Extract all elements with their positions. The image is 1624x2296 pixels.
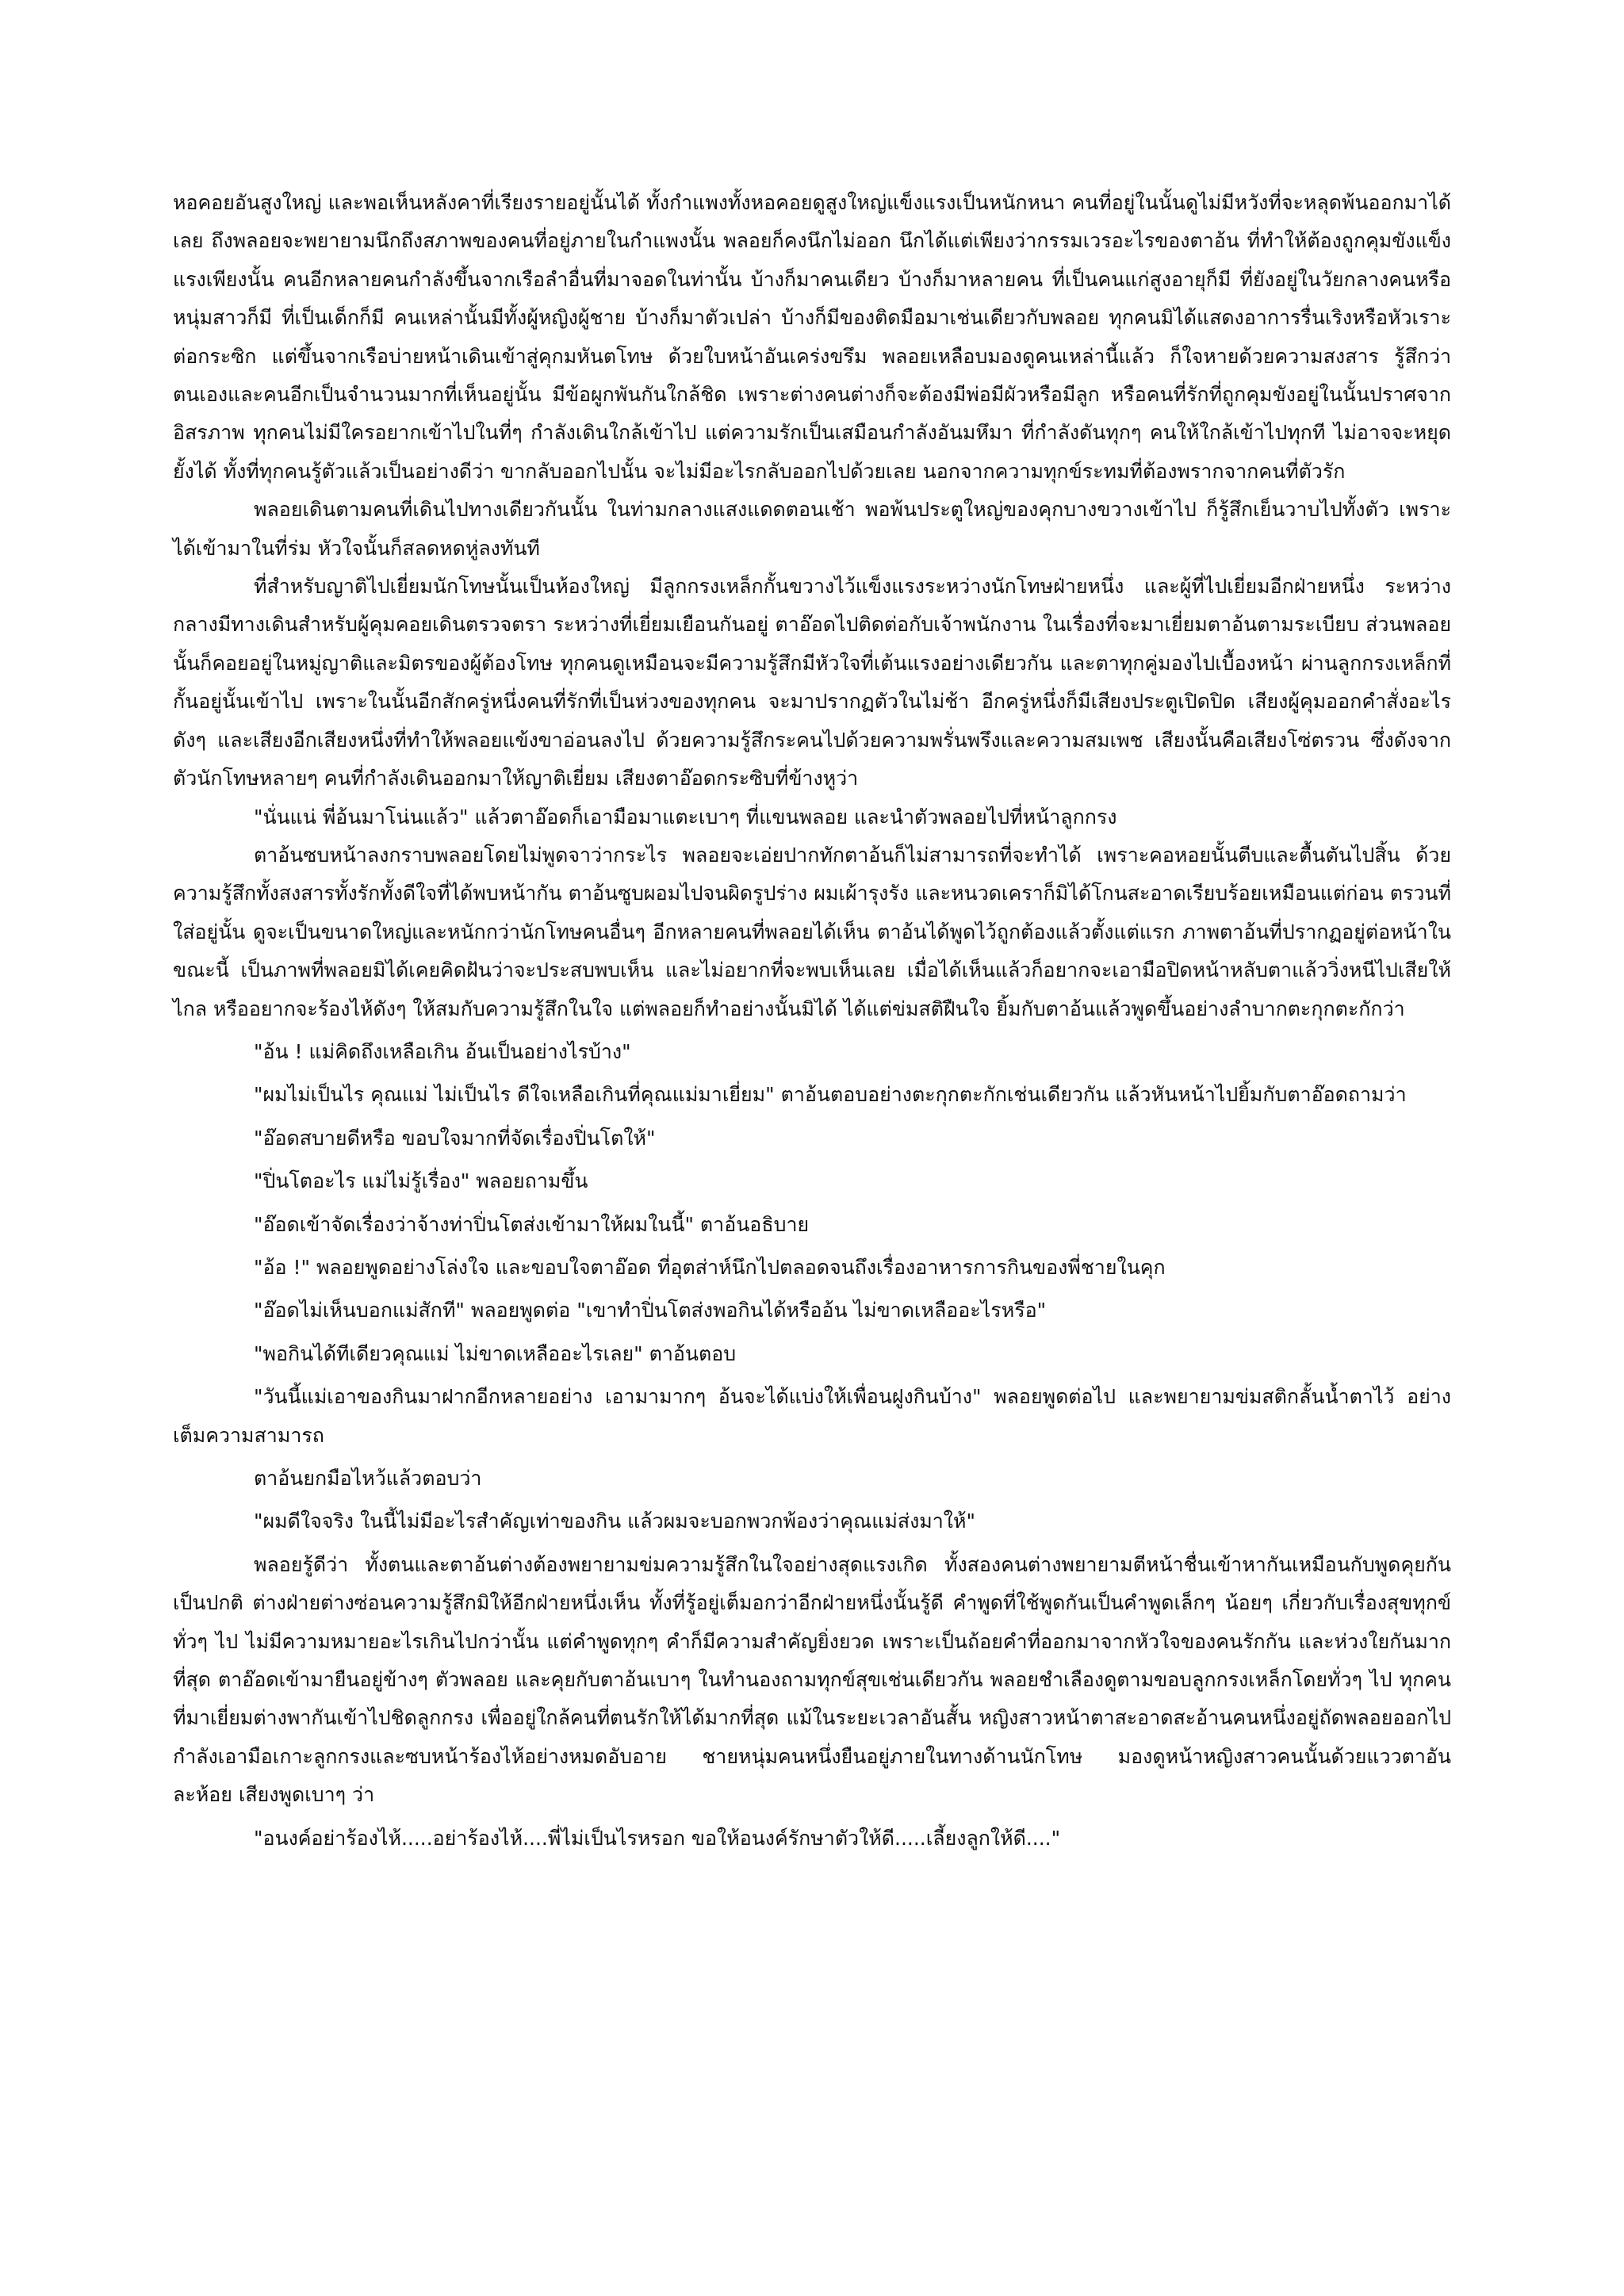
paragraph-15: ตาอ้นยกมือไหว้แล้วตอบว่า — [254, 1467, 482, 1490]
paragraph-17: พลอยรู้ดีว่า ทั้งตนและตาอ้นต่างต้องพยายามข่มความรู้สึกในใจอย่างสุดแรงเกิด ทั้งสองคนต่างพยายามตีหน้าชื่นเข้าหากันเหมือนกับพูดคุยกันเป็นปกติ ต่างฝ่ายต่างซ่อนความรู้สึกมิให้อีกฝ่ายหนึ่งเห็น ทั้งที่รู้อยู่เต็มอกว่าอีกฝ่ายหนึ่งนั้นรู้ดี คำพูดที่ใช้พูดกันเป็นคำพูดเล็กๆ น้อยๆ เกี่ยวกับเรื่องสุขทุกข์ทั่วๆ ไป ไม่มีความหมายอะไรเกินไปกว่านั้น แต่คำพูดทุกๆ คำก็มีความสำคัญยิ่งยวด เพราะเป็นถ้อยคำที่ออกมาจากหัวใจของคนรักกัน และห่วงใยกันมากที่สุด ตาอ๊อดเข้ามายืนอยู่ข้างๆ ตัวพลอย และคุยกับตาอ้นเบาๆ ในทำนองถามทุกข์สุขเช่นเดียวกัน พลอยชำเลืองดูตามขอบลูกกรงเหล็กโดยทั่วๆ ไป ทุกคนที่มาเยี่ยมต่างพากันเข้าไปชิดลูกกรง เพื่ออยู่ใกล้คนที่ตนรักให้ได้มากที่สุด แม้ในระยะเวลาอันสั้น หญิงสาวหน้าตาสะอาดสะอ้านคนหนึ่งอยู่ถัดพลอยออกไป กำลังเอามือเกาะลูกกรงและซบหน้าร้องไห้อย่างหมดอับอาย ชายหนุ่มคนหนึ่งยืนอยู่ภายในทางด้านนักโทษ มองดูหน้าหญิงสาวคนนั้นด้วยแววตาอันละห้อย เสียงพูดเบาๆ ว่า — [173, 1552, 1451, 1807]
paragraph-9: "ปิ่นโตอะไร แม่ไม่รู้เรื่อง" พลอยถามขึ้น — [254, 1169, 588, 1193]
paragraph-1: หอคอยอันสูงใหญ่ และพอเห็นหลังคาที่เรียงรายอยู่นั้นได้ ทั้งกำแพงทั้งหอคอยดูสูงใหญ่แข็งแรงเป็นหนักหนา คนที่อยู่ในนั้นดูไม่มีหวังที่จะหลุดพ้นออกมาได้เลย ถึงพลอยจะพยายามนึกถึงสภาพของคนที่อยู่ภายในกำแพงนั้น พลอยก็คงนึกไม่ออก นึกได้แต่เพียงว่ากรรมเวรอะไรของตาอ้น ที่ทำให้ต้องถูกคุมขังแข็งแรงเพียงนั้น คนอีกหลายคนกำลังขึ้นจากเรือลำอื่นที่มาจอดในท่านั้น บ้างก็มาคนเดียว บ้างก็มาหลายคน ที่เป็นคนแก่สูงอายุก็มี ที่ยังอยู่ในวัยกลางคนหรือหนุ่มสาวก็มี ที่เป็นเด็กก็มี คนเหล่านั้นมีทั้งผู้หญิงผู้ชาย บ้างก็มาตัวเปล่า บ้างก็มีของติดมือมาเช่นเดียวกับพลอย ทุกคนมิได้แสดงอาการรื่นเริงหรือหัวเราะต่อกระซิก แต่ขึ้นจากเรือบ่ายหน้าเดินเข้าสู่คุกมหันตโทษ ด้วยใบหน้าอันเคร่งขรึม พลอยเหลือบมองดูคนเหล่านี้แล้ว ก็ใจหายด้วยความสงสาร รู้สึกว่าตนเองและคนอีกเป็นจำนวนมากที่เห็นอยู่นั้น มีข้อผูกพันกันใกล้ชิด เพราะต่างคนต่างก็จะต้องมีพ่อมีผัวหรือมีลูก หรือคนที่รักที่ถูกคุมขังอยู่ในนั้นปราศจากอิสรภาพ ทุกคนไม่มีใครอยากเข้าไปในที่ๆ กำลังเดินใกล้เข้าไป แต่ความรักเป็นเสมือนกำลังอันมหึมา ที่กำลังดันทุกๆ คนให้ใกล้เข้าไปทุกที ไม่อาจจะหยุดยั้งได้ ทั้งที่ทุกคนรู้ตัวแล้วเป็นอย่างดีว่า ขากลับออกไปนั้น จะไม่มีอะไรกลับออกไปด้วยเลย นอกจากความทุกข์ระทมที่ต้องพรากจากคนที่ตัวรัก — [173, 191, 1451, 483]
paragraph-10: "อ๊อดเข้าจัดเรื่องว่าจ้างท่าปิ่นโตส่งเข้ามาให้ผมในนี้" ตาอ้นอธิบาย — [254, 1212, 810, 1236]
paragraph-6: "อ้น ! แม่คิดถึงเหลือเกิน อ้นเป็นอย่างไรบ้าง" — [254, 1039, 631, 1063]
paragraph-13: "พอกินได้ทีเดียวคุณแม่ ไม่ขาดเหลืออะไรเลย" ตาอ้นตอบ — [254, 1341, 737, 1365]
paragraph-16: "ผมดีใจจริง ในนี้ไม่มีอะไรสำคัญเท่าของกิน แล้วผมจะบอกพวกพ้องว่าคุณแม่ส่งมาให้" — [254, 1510, 975, 1533]
paragraph-2: พลอยเดินตามคนที่เดินไปทางเดียวกันนั้น ในท่ามกลางแสงแดดตอนเช้า พอพ้นประตูใหญ่ของคุกบางขวางเข้าไป ก็รู้สึกเย็นวาบไปทั้งตัว เพราะได้เข้ามาในที่ร่ม หัวใจนั้นก็สลดหดหู่ลงทันที — [173, 498, 1451, 560]
paragraph-11: "อ้อ !" พลอยพูดอย่างโล่งใจ และขอบใจตาอ๊อด ที่อุตส่าห์นึกไปตลอดจนถึงเรื่องอาหารการกินของพี่ชายในคุก — [254, 1255, 1166, 1279]
paragraph-14: "วันนี้แม่เอาของกินมาฝากอีกหลายอย่าง เอามามากๆ อ้นจะได้แบ่งให้เพื่อนฝูงกินบ้าง" พลอยพูดต่อไป และพยายามข่มสติกลั้นน้ำตาไว้ อย่างเต็มความสามารถ — [173, 1385, 1451, 1447]
paragraph-4: "นั่นแน่ พี่อ้นมาโน่นแล้ว" แล้วตาอ๊อดก็เอามือมาแตะเบาๆ ที่แขนพลอย และนำตัวพลอยไปที่หน้าลูกกรง — [254, 805, 1117, 828]
paragraph-7: "ผมไม่เป็นไร คุณแม่ ไม่เป็นไร ดีใจเหลือเกินที่คุณแม่มาเยี่ยม" ตาอ้นตอบอย่างตะกุกตะกักเช่นเดียวกัน แล้วหันหน้าไปยิ้มกับตาอ๊อดถามว่า — [254, 1083, 1407, 1107]
paragraph-12: "อ๊อดไม่เห็นบอกแม่สักที" พลอยพูดต่อ "เขาทำปิ่นโตส่งพอกินได้หรืออ้น ไม่ขาดเหลืออะไรหรือ" — [254, 1299, 1047, 1322]
document-page — [173, 184, 1451, 1858]
paragraph-5: ตาอ้นซบหน้าลงกราบพลอยโดยไม่พูดจาว่ากระไร พลอยจะเอ่ยปากทักตาอ้นก็ไม่สามารถที่จะทำได้ เพราะคอหอยนั้นตีบและตื้นตันไปสิ้น ด้วยความรู้สึกทั้งสงสารทั้งรักทั้งดีใจที่ได้พบหน้ากัน ตาอ้นซูบผอมไปจนผิดรูปร่าง ผมเผ้ารุงรัง และหนวดเคราก็มิได้โกนสะอาดเรียบร้อยเหมือนแต่ก่อน ตรวนที่ใส่อยู่นั้น ดูจะเป็นขนาดใหญ่และหนักกว่านักโทษคนอื่นๆ อีกหลายคนที่พลอยได้เห็น ตาอ้นได้พูดไว้ถูกต้องแล้วตั้งแต่แรก ภาพตาอ้นที่ปรากฏอยู่ต่อหน้าในขณะนี้ เป็นภาพที่พลอยมิได้เคยคิดฝันว่าจะประสบพบเห็น และไม่อยากที่จะพบเห็นเลย เมื่อได้เห็นแล้วก็อยากจะเอามือปิดหน้าหลับตาแล้ววิ่งหนีไปเสียให้ไกล หรืออยากจะร้องไห้ดังๆ ให้สมกับความรู้สึกในใจ แต่พลอยก็ทำอย่างนั้นมิได้ ได้แต่ข่มสติฝืนใจ ยิ้มกับตาอ้นแล้วพูดขึ้นอย่างลำบากตะกุกตะกักว่า — [173, 843, 1451, 1020]
paragraph-8: "อ๊อดสบายดีหรือ ขอบใจมากที่จัดเรื่องปิ่นโตให้" — [254, 1126, 656, 1150]
paragraph-18: "อนงค์อย่าร้องไห้.....อย่าร้องไห้....พี่ไม่เป็นไรหรอก ขอให้อนงค์รักษาตัวให้ดี.....เลี้ยงลูกให้ดี...." — [254, 1826, 1061, 1850]
paragraph-3: ที่สำหรับญาติไปเยี่ยมนักโทษนั้นเป็นห้องใหญ่ มีลูกกรงเหล็กกั้นขวางไว้แข็งแรงระหว่างนักโทษฝ่ายหนึ่ง และผู้ที่ไปเยี่ยมอีกฝ่ายหนึ่ง ระหว่างกลางมีทางเดินสำหรับผู้คุมคอยเดินตรวจตรา ระหว่างที่เยี่ยมเยือนกันอยู่ ตาอ๊อดไปติดต่อกับเจ้าพนักงาน ในเรื่องที่จะมาเยี่ยมตาอ้นตามระเบียบ ส่วนพลอยนั้นก็คอยอยู่ในหมู่ญาติและมิตรของผู้ต้องโทษ ทุกคนดูเหมือนจะมีความรู้สึกมีหัวใจที่เต้นแรงอย่างเดียวกัน และตาทุกคู่มองไปเบื้องหน้า ผ่านลูกกรงเหล็กที่กั้นอยู่นั้นเข้าไป เพราะในนั้นอีกสักครู่หนึ่งคนที่รักที่เป็นห่วงของทุกคน จะมาปรากฏตัวในไม่ช้า อีกครู่หนึ่งก็มีเสียงประตูเปิดปิด เสียงผู้คุมออกคำสั่งอะไรดังๆ และเสียงอีกเสียงหนึ่งที่ทำให้พลอยแข้งขาอ่อนลงไป ด้วยความรู้สึกระคนไปด้วยความพรั่นพรึงและความสมเพช เสียงนั้นคือเสียงโซ่ตรวน ซึ่งดังจากตัวนักโทษหลายๆ คนที่กำลังเดินออกมาให้ญาติเยี่ยม เสียงตาอ๊อดกระซิบที่ข้างหูว่า — [173, 575, 1451, 790]
